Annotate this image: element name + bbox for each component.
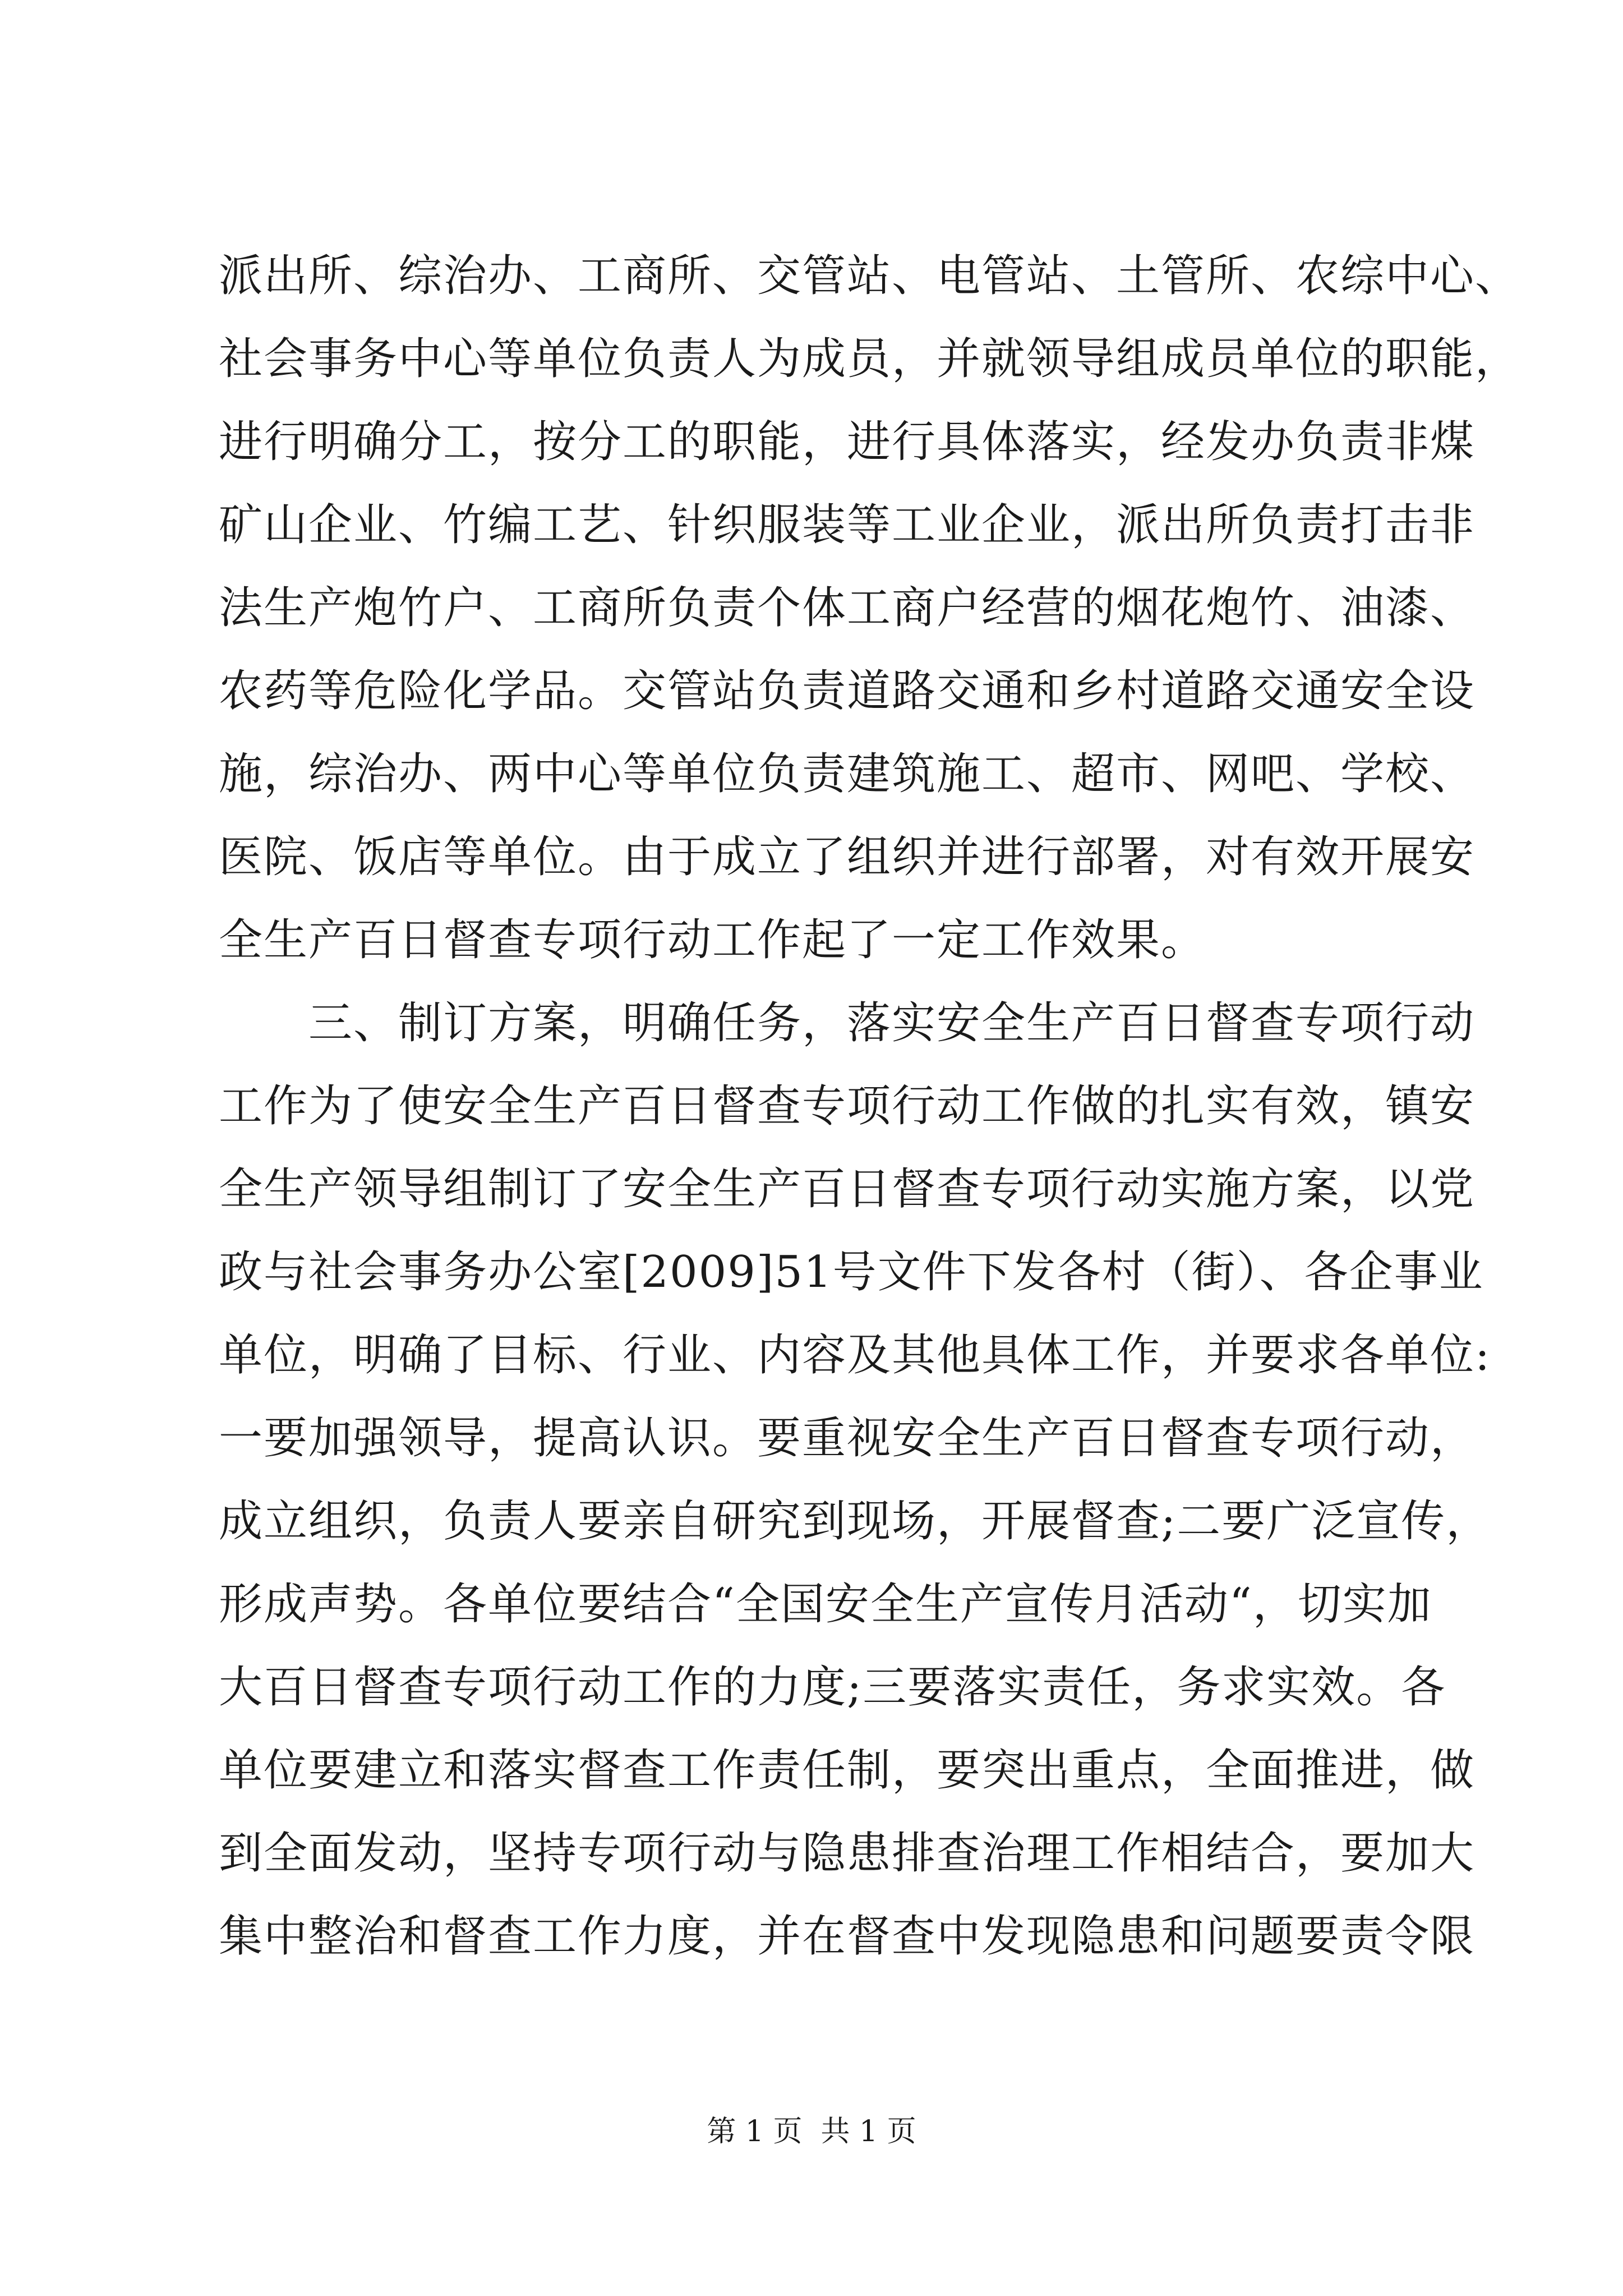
text-line: 单位，明确了目标、行业、内容及其他具体工作，并要求各单位: <box>219 1330 1491 1381</box>
text-line: 到全面发动，坚持专项行动与隐患排查治理工作相结合，要加大 <box>219 1828 1476 1879</box>
text-line: 全生产领导组制订了安全生产百日督查专项行动实施方案，以党 <box>219 1164 1476 1214</box>
text-line: 工作为了使安全生产百日督查专项行动工作做的扎实有效，镇安 <box>219 1081 1476 1131</box>
document-body <box>219 234 1520 1978</box>
text-line: 派出所、综治办、工商所、交管站、电管站、土管所、农综中心、 <box>219 251 1520 301</box>
text-line: 一要加强领导，提高认识。要重视安全生产百日督查专项行动， <box>219 1413 1476 1464</box>
text-line: 成立组织，负责人要亲自研究到现场，开展督查;二要广泛宣传， <box>219 1496 1491 1547</box>
text-line: 政与社会事务办公室[2009]51号文件下发各村（街）、各企事业 <box>219 1247 1484 1297</box>
text-line: 全生产百日督查专项行动工作起了一定工作效果。 <box>219 915 1206 965</box>
text-line: 进行明确分工，按分工的职能，进行具体落实，经发办负责非煤 <box>219 417 1476 467</box>
text-line: 单位要建立和落实督查工作责任制，要突出重点，全面推进，做 <box>219 1745 1476 1796</box>
text-line: 三、制订方案，明确任务，落实安全生产百日督查专项行动 <box>219 998 1476 1048</box>
text-line: 大百日督查专项行动工作的力度;三要落实责任，务求实效。各 <box>219 1662 1446 1713</box>
text-line: 形成声势。各单位要结合“全国安全生产宣传月活动“，切实加 <box>219 1579 1432 1630</box>
text-line: 矿山企业、竹编工艺、针织服装等工业企业，派出所负责打击非 <box>219 500 1476 550</box>
page-footer: 第 1 页 共 1 页 <box>707 2115 916 2148</box>
text-line: 医院、饭店等单位。由于成立了组织并进行部署，对有效开展安 <box>219 832 1476 882</box>
text-line: 集中整治和督查工作力度，并在督查中发现隐患和问题要责令限 <box>219 1911 1476 1962</box>
text-line: 农药等危险化学品。交管站负责道路交通和乡村道路交通安全设 <box>219 666 1476 716</box>
text-line: 施，综治办、两中心等单位负责建筑施工、超市、网吧、学校、 <box>219 749 1476 799</box>
text-line: 法生产炮竹户、工商所负责个体工商户经营的烟花炮竹、油漆、 <box>219 583 1476 633</box>
text-line: 社会事务中心等单位负责人为成员，并就领导组成员单位的职能， <box>219 334 1520 384</box>
